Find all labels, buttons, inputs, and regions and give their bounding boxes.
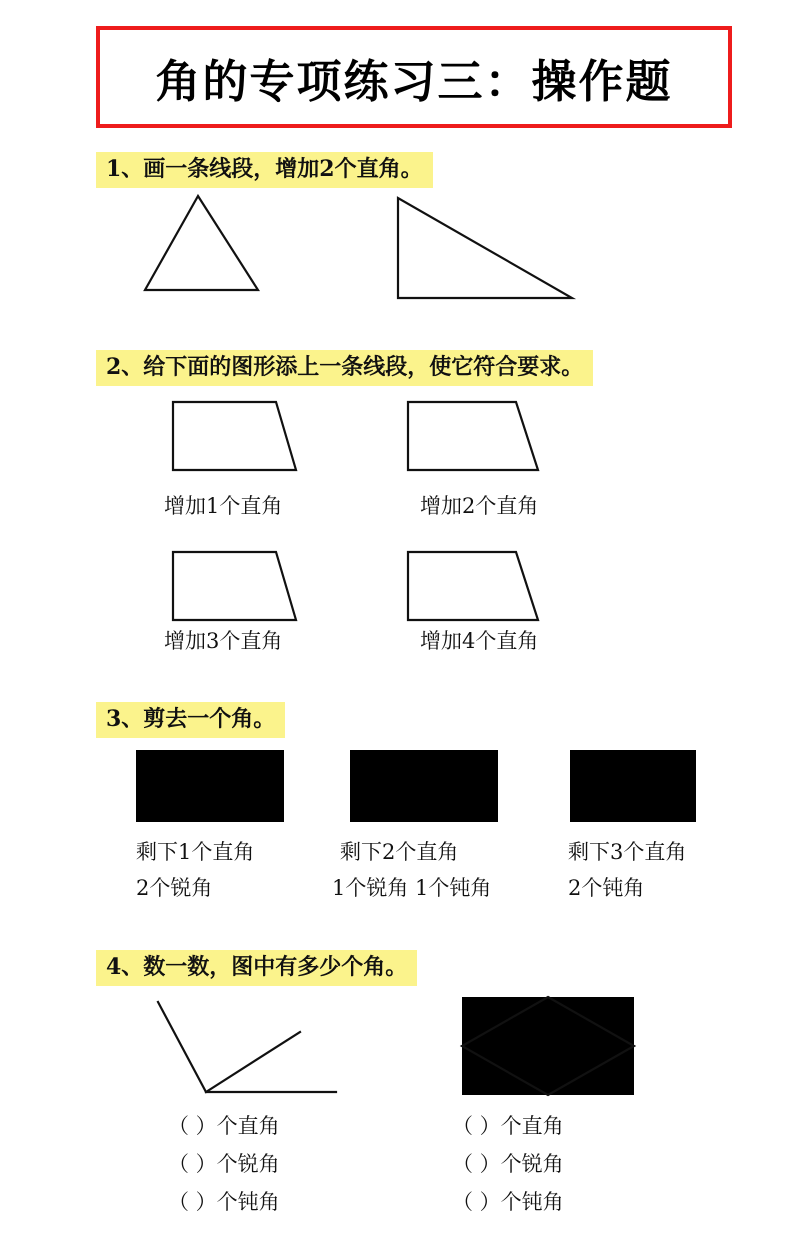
figure-quadrilateral-2 (404, 398, 544, 476)
question-4-label-2-line-1: （ ）个直角 (452, 1114, 564, 1138)
question-2-label-1: 增加1个直角 (164, 494, 283, 518)
question-4-label-1-line-1: （ ）个直角 (168, 1114, 280, 1138)
question-3-label-2-line-1: 剩下2个直角 (340, 840, 459, 864)
question-3-heading: 3、剪去一个角。 (96, 702, 285, 738)
question-3-label-3-line-1: 剩下3个直角 (568, 840, 687, 864)
question-3-label-1-line-2: 2个锐角 (136, 876, 213, 900)
question-1-heading: 1、画一条线段，增加2个直角。 (96, 152, 433, 188)
question-4-label-1-line-3: （ ）个钝角 (168, 1190, 280, 1214)
question-4-label-2-line-2: （ ）个锐角 (452, 1152, 564, 1176)
figure-rectangle-with-rhombus (460, 995, 636, 1097)
question-2-label-2: 增加2个直角 (420, 494, 539, 518)
worksheet-title-box (96, 26, 732, 128)
figure-three-rays (150, 1000, 340, 1100)
figure-triangle-right (390, 190, 580, 305)
question-4-heading: 4、数一数，图中有多少个角。 (96, 950, 417, 986)
question-3-label-3-line-2: 2个钝角 (568, 876, 645, 900)
figure-rectangle-2 (348, 748, 500, 824)
figure-rectangle-1 (134, 748, 286, 824)
question-4-label-1-line-2: （ ）个锐角 (168, 1152, 280, 1176)
question-3-label-1-line-1: 剩下1个直角 (136, 840, 255, 864)
figure-quadrilateral-3 (168, 548, 303, 626)
question-2-label-3: 增加3个直角 (164, 629, 283, 653)
figure-rectangle-3 (568, 748, 698, 824)
figure-quadrilateral-1 (168, 398, 303, 476)
figure-triangle-acute (140, 190, 270, 300)
question-3-label-2-line-2: 1个锐角 1个钝角 (332, 876, 492, 900)
page-title: 角的专项练习三：操作题 (155, 54, 673, 108)
question-2-label-4: 增加4个直角 (420, 629, 539, 653)
figure-quadrilateral-4 (404, 548, 544, 626)
question-4-label-2-line-3: （ ）个钝角 (452, 1190, 564, 1214)
question-2-heading: 2、给下面的图形添上一条线段，使它符合要求。 (96, 350, 593, 386)
